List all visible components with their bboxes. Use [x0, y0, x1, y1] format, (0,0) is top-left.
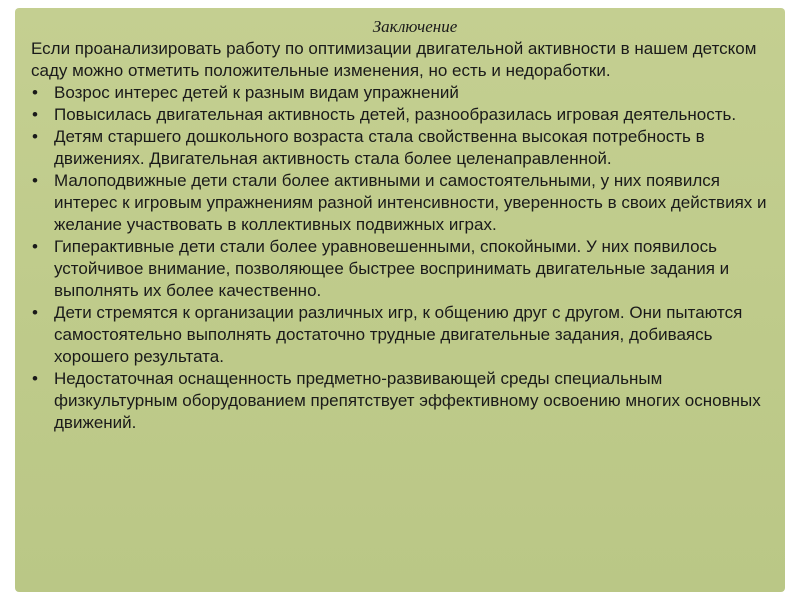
slide [15, 8, 785, 592]
bullet-marker: • [32, 105, 38, 124]
bullet-text: Недостаточная оснащенность предметно-развивающей среды специальным физкультурным оборудованием препятствует эффективному освоению многих основных движений. [54, 369, 761, 432]
bullet-text: Возрос интерес детей к разным видам упражнений [54, 83, 459, 102]
bullet-marker: • [32, 303, 38, 322]
bullet-item [31, 302, 779, 368]
bullet-marker: • [32, 171, 38, 190]
bullet-item [31, 236, 779, 302]
bullet-text: Малоподвижные дети стали более активными и самостоятельными, у них появился интерес к игровым упражнениям разной интенсивности, уверенность в своих действиях и желание участвовать в коллективных подвижных играх. [54, 171, 767, 234]
bullet-item [31, 104, 779, 126]
bullet-text: Детям старшего дошкольного возраста стала свойственна высокая потребность в движениях. Двигательная активность стала более целенаправленной. [54, 127, 705, 168]
bullet-marker: • [32, 369, 38, 388]
bullet-marker: • [32, 237, 38, 256]
bullet-item [31, 368, 779, 434]
bullet-marker: • [32, 83, 38, 102]
bullet-item [31, 170, 779, 236]
intro-paragraph: Если проанализировать работу по оптимизации двигательной активности в нашем детском саду можно отметить положительные изменения, но есть и недоработки. [31, 39, 757, 80]
bullet-text: Дети стремятся к организации различных игр, к общению друг с другом. Они пытаются самостоятельно выполнять достаточно трудные двигательные задания, добиваясь хорошего результата. [54, 303, 743, 366]
bullet-item [31, 82, 779, 104]
bullet-item [31, 126, 779, 170]
slide-content [31, 16, 779, 434]
slide-title: Заключение [372, 17, 458, 36]
bullet-text: Гиперактивные дети стали более уравновешенными, спокойными. У них появилось устойчивое внимание, позволяющее быстрее воспринимать двигательные задания и выполнять их более качественно. [54, 237, 730, 300]
bullet-list [31, 82, 779, 434]
bullet-text: Повысилась двигательная активность детей, разнообразилась игровая деятельность. [54, 105, 737, 124]
bullet-marker: • [32, 127, 38, 146]
